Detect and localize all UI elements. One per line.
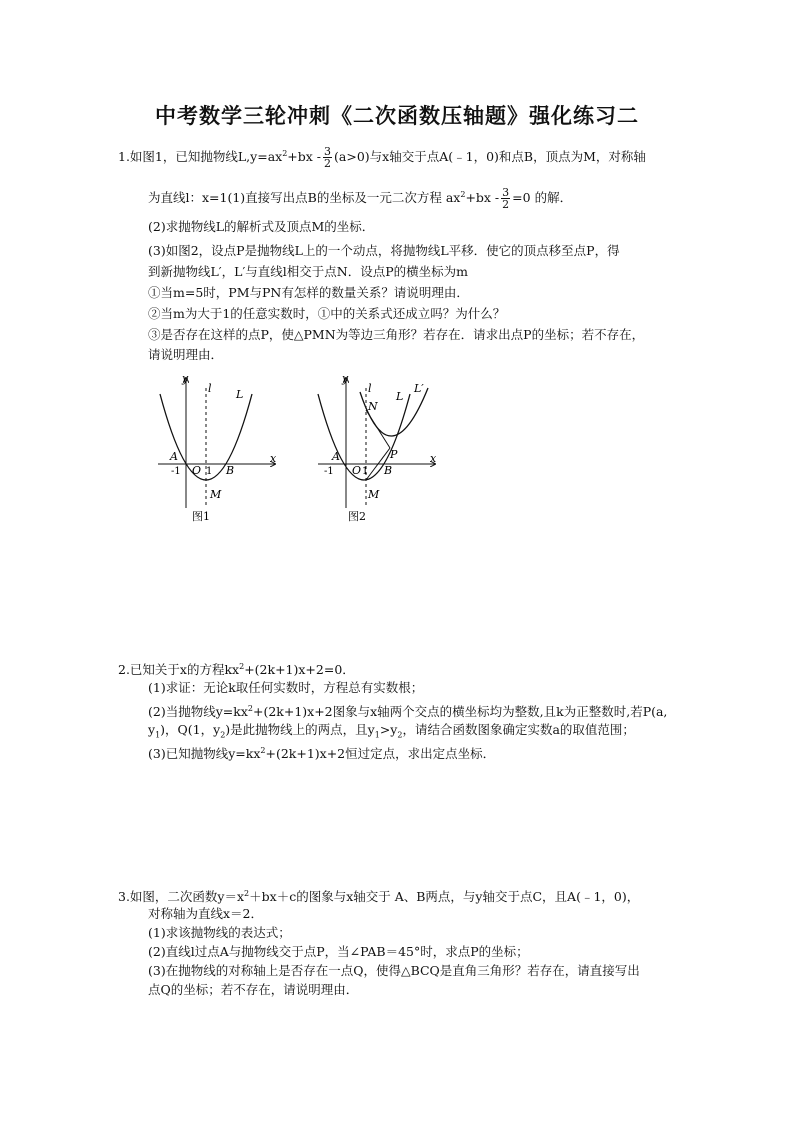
- figure-1-caption: 图1: [192, 510, 210, 523]
- label-A: A: [170, 450, 178, 463]
- page-title: 中考数学三轮冲刺《二次函数压轴题》强化练习二: [155, 103, 639, 128]
- q3-line-3: (1)求该抛物线的表达式；: [148, 925, 291, 940]
- label-B: B: [226, 464, 235, 477]
- label-neg1: -1: [171, 466, 181, 477]
- label-L: L: [236, 388, 244, 401]
- figure-2: [310, 370, 445, 530]
- q1-line-6: ①当m=5时，PM与PN有怎样的数量关系？请说明理由．: [148, 285, 469, 300]
- label-1: 1: [362, 466, 369, 477]
- label-1: 1: [206, 466, 213, 477]
- q2-line-4: $y_1$)，Q(1，$y_2$)是此抛物线上的两点，且$y_1>y_2$，请结合函数图象确定实数a的取值范围；: [148, 722, 635, 740]
- q3-line-1: 3.如图，二次函数$y=x^2+bx+c$的图象与x轴交于 A、B两点，与y轴交于点C，且A(﹣1，0)，: [118, 889, 640, 905]
- label-y: y: [182, 372, 189, 385]
- q1-line-8: ③是否存在这样的点P，使△PMN为等边三角形？若存在．请求出点P的坐标；若不存在，: [148, 327, 645, 342]
- label-P: P: [390, 448, 398, 461]
- q1-line-2: 为直线l：x=1(1)直接写出点B的坐标及一元二次方程 $ax^2+bx$ - $\frac{3}{2}$ =0 的解．: [148, 186, 573, 212]
- q3-line-6: 点Q的坐标；若不存在，请说明理由．: [148, 982, 359, 997]
- label-M: M: [368, 488, 380, 501]
- q1-line-1: 1.如图1，已知抛物线$L,y=ax^2+bx$ - $\frac{3}{2}$ (a>0)与x轴交于点A(﹣1，0)和点B，顶点为M，对称轴: [118, 145, 646, 171]
- segment-PN: [366, 410, 390, 448]
- figure-1: [150, 370, 285, 530]
- label-O: O: [192, 464, 202, 477]
- q1-line-5: 到新抛物线L′，L′与直线l相交于点N．设点P的横坐标为m: [148, 264, 468, 279]
- q1-line-9: 请说明理由．: [148, 347, 224, 362]
- label-B: B: [384, 464, 393, 477]
- label-L-prime: L′: [414, 382, 424, 395]
- q2-line-1: 2.已知关于x的方程$kx^2+(2k+1)x+2=0$．: [118, 662, 355, 678]
- label-A: A: [332, 450, 340, 463]
- q2-line-5: (3)已知抛物线$y=kx^2+(2k+1)x+2$恒过定点，求出定点坐标．: [148, 746, 496, 762]
- label-O: O: [352, 464, 362, 477]
- label-y: y: [342, 372, 349, 385]
- q3-line-4: (2)直线l过点A与抛物线交于点P，当∠PAB＝45°时，求点P的坐标；: [148, 944, 529, 959]
- fraction-three-halves: $\frac{3}{2}$: [502, 186, 510, 212]
- fraction-three-halves: $\frac{3}{2}$: [324, 145, 332, 171]
- label-l: l: [368, 382, 372, 395]
- q1-line-7: ②当m为大于1的任意实数时，①中的关系式还成立吗？为什么？: [148, 306, 506, 321]
- label-l: l: [208, 382, 212, 395]
- q1-line-4: (3)如图2，设点P是抛物线L上的一个动点，将抛物线L平移．使它的顶点移至点P，得: [148, 243, 620, 258]
- label-x: x: [430, 452, 437, 465]
- q1-line-3: (2)求抛物线L的解析式及顶点M的坐标．: [148, 219, 375, 234]
- label-M: M: [210, 488, 222, 501]
- figure-2-caption: 图2: [348, 510, 366, 523]
- q3-line-5: (3)在抛物线的对称轴上是否存在一点Q，使得△BCQ是直角三角形？若存在，请直接写出: [148, 963, 640, 978]
- label-neg1: -1: [324, 466, 334, 477]
- q2-line-3: (2)当抛物线$y=kx^2+(2k+1)x+2$图象与x轴两个交点的横坐标均为整数,且k为正整数时,若P(a,: [148, 704, 668, 720]
- label-N: N: [368, 400, 378, 413]
- q2-line-2: (1)求证：无论k取任何实数时，方程总有实数根；: [148, 680, 424, 695]
- q3-line-2: 对称轴为直线x＝2．: [148, 906, 264, 921]
- label-x: x: [270, 452, 277, 465]
- label-L: L: [396, 390, 404, 403]
